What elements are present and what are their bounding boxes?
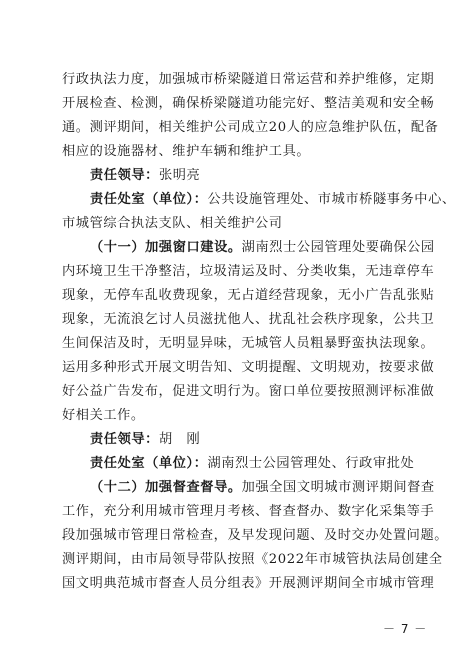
paragraph-line: 好公益广告发布，促进文明行为。窗口单位要按照测评标准做 [62,384,435,399]
paragraph-line: 测评期间，由市局领导带队按照《2022年市城管执法局创建全 [62,552,443,567]
paragraph-line: 通。测评期间，相关维护公司成立20人的应急维护队伍，配备 [62,120,439,135]
paragraph-line: 开展检查、检测，确保桥梁隧道功能完好、整洁美观和安全畅 [62,96,435,111]
paragraph-line: 内环境卫生干净整洁，垃圾清运及时、分类收集，无违章停车 [62,264,435,279]
responsible-leader-label: 责任领导： [90,168,159,183]
section-12-first-line [62,476,435,500]
section-12-heading: （十二）加强督查督导。 [90,480,242,495]
paragraph-line: 运用多种形式开展文明告知、文明提醒、文明规劝，按要求做 [62,360,435,375]
responsible-dept-label: 责任处室（单位）： [90,192,208,207]
section-11-text: 湖南烈士公园管理处要确保公园 [241,240,435,255]
responsible-leader-line [62,164,420,188]
responsible-dept-line [62,452,420,476]
responsible-dept-label: 责任处室（单位）： [90,456,208,471]
section-11-first-line [62,236,435,260]
section-12-text: 加强全国文明城市测评期间督查 [241,480,435,495]
responsible-leader-label: 责任领导： [90,432,159,447]
responsible-dept-line [62,188,456,212]
paragraph-line: 生间保洁及时，无明显异味，无城管人员粗暴野蛮执法现象。 [62,336,435,351]
responsible-dept-continuation: 市城管综合执法支队、相关维护公司 [62,216,283,231]
document-body [62,68,456,596]
page-number: － 7 － [383,622,428,636]
paragraph-line: 相应的设施器材、维护车辆和维护工具。 [62,144,311,159]
responsible-leader-name: 张明亮 [158,168,201,183]
responsible-leader-name: 胡 刚 [158,432,201,447]
paragraph-line: 现象，无流浪乞讨人员滋扰他人、扰乱社会秩序现象，公共卫 [62,312,435,327]
paragraph-line: 段加强城市管理日常检查，及早发现问题、及时交办处置问题。 [62,528,449,543]
paragraph-line: 国文明典范城市督查人员分组表》开展测评期间全市城市管理 [62,576,435,591]
responsible-dept-value: 公共设施管理处、市城市桥隧事务中心、 [207,192,456,207]
paragraph-line: 好相关工作。 [62,408,145,423]
paragraph-line: 工作，充分利用城市管理月考核、督查督办、数字化采集等手 [62,504,435,519]
section-11-heading: （十一）加强窗口建设。 [90,240,242,255]
responsible-dept-value: 湖南烈士公园管理处、行政审批处 [207,456,415,471]
paragraph-line: 现象，无停车乱收费现象，无占道经营现象，无小广告乱张贴 [62,288,435,303]
paragraph-line: 行政执法力度，加强城市桥梁隧道日常运营和养护维修，定期 [62,72,435,87]
responsible-leader-line [62,428,420,452]
